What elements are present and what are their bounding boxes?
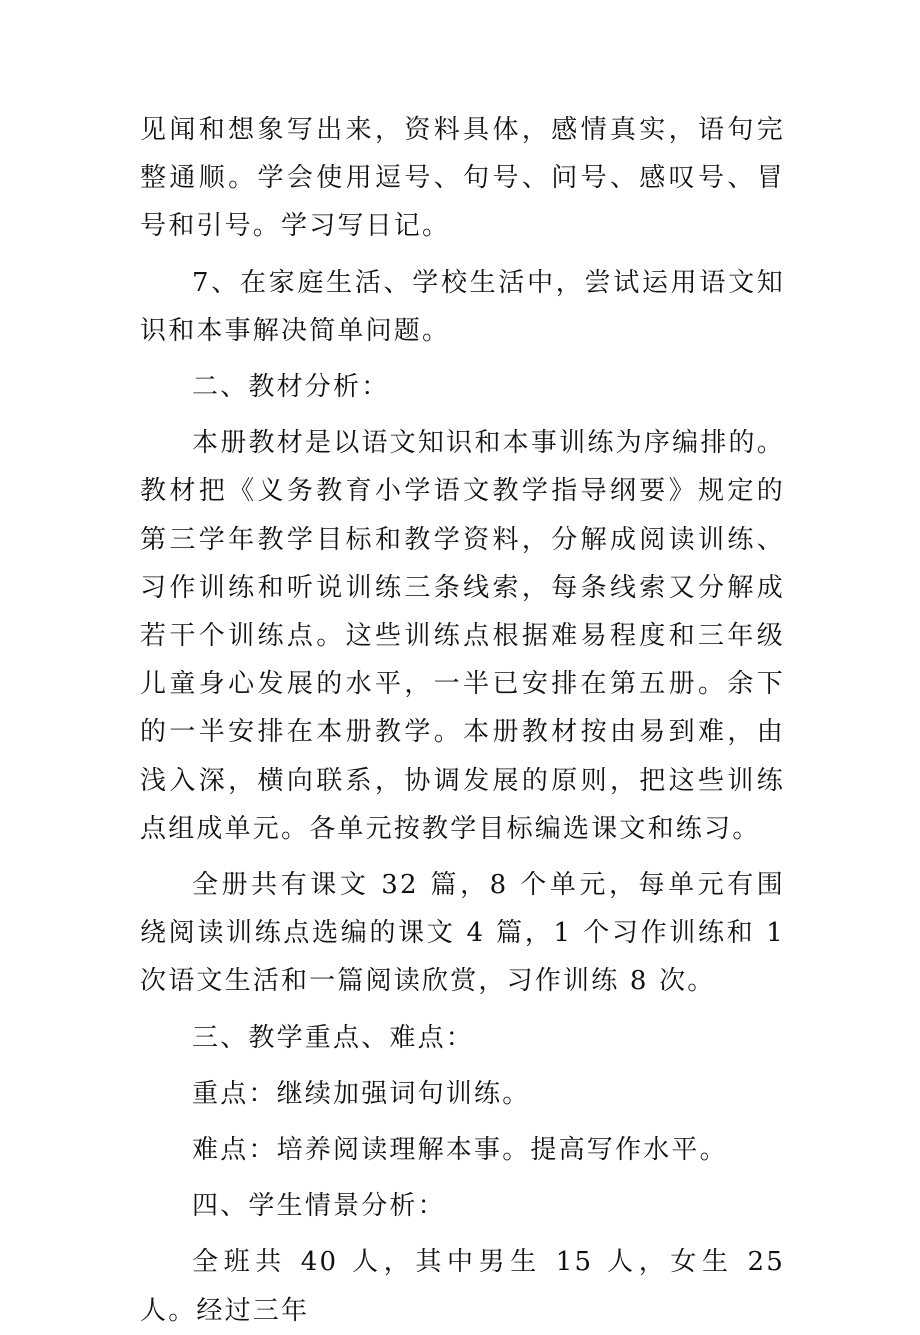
heading-student-analysis: 四、学生情景分析： — [192, 1191, 446, 1222]
heading-textbook-analysis: 二、教材分析： — [192, 372, 390, 403]
heading-key-points: 三、教学重点、难点： — [192, 1022, 475, 1053]
paragraph-difficult-point: 难点：培养阅读理解本事。提高写作水平。 — [192, 1135, 728, 1166]
document-page — [140, 106, 785, 1335]
paragraph-book-contents: 全册共有课文 32 篇，8 个单元，每单元有围绕阅读训练点选编的课文 4 篇，1 个习作训练和 1 次语文生活和一篇阅读欣赏，习作训练 8 次。 — [140, 870, 785, 997]
paragraph-textbook-analysis: 本册教材是以语文知识和本事训练为序编排的。教材把《义务教育小学语文教学指导纲要》规定的第三学年教学目标和教学资料，分解成阅读训练、习作训练和听说训练三条线索，每条线索又分解成若干个训练点。这些训练点根据难易程度和三年级儿童身心发展的水平，一半已安排在第五册。余下的一半安排在本册教学。本册教材按由易到难，由浅入深，横向联系，协调发展的原则，把这些训练点组成单元。各单元按教学目标编选课文和练习。 — [140, 428, 785, 844]
paragraph-item-7: 7、在家庭生活、学校生活中，尝试运用语文知识和本事解决简单问题。 — [140, 267, 785, 346]
paragraph-continuation: 见闻和想象写出来，资料具体，感情真实，语句完整通顺。学会使用逗号、句号、问号、感叹号、冒号和引号。学习写日记。 — [140, 115, 785, 242]
paragraph-key-point: 重点：继续加强词句训练。 — [192, 1078, 531, 1109]
paragraph-student-analysis: 全班共 40 人，其中男生 15 人，女生 25 人。经过三年 — [140, 1247, 785, 1326]
